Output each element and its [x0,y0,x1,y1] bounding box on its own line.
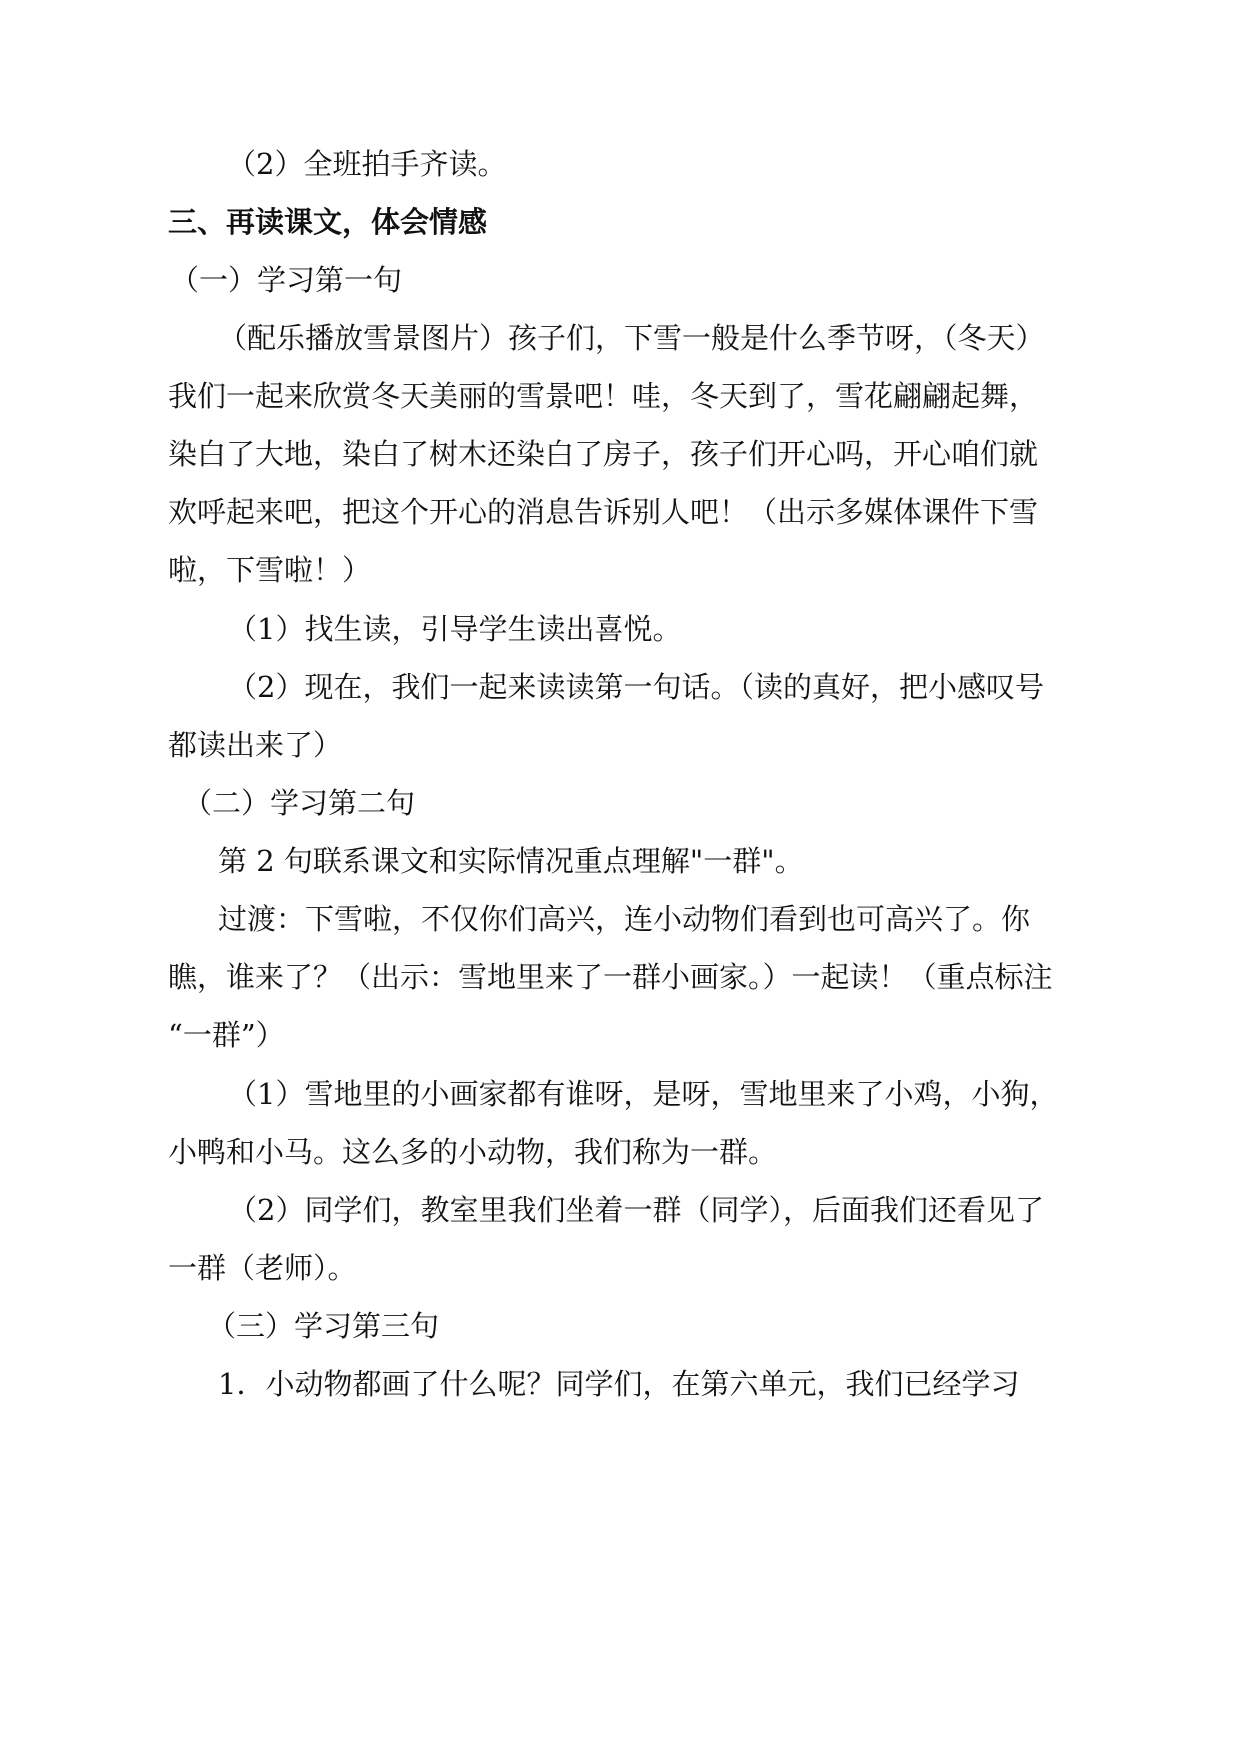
paragraph-line: “一群”） [168,1018,285,1052]
step-1-line: （1）找生读，引导学生读出喜悦。 [228,612,682,646]
paragraph-line: 瞧，谁来了？（出示：雪地里来了一群小画家。）一起读！（重点标注 [168,960,1053,994]
step-1-line-continued: 小鸭和小马。这么多的小动物，我们称为一群。 [168,1135,778,1169]
step-2-line: （2）现在，我们一起来读读第一句话。（读的真好，把小感叹号 [228,670,1044,704]
paragraph-line: 过渡：下雪啦，不仅你们高兴，连小动物们看到也可高兴了。你 [218,902,1031,936]
paragraph-line: 我们一起来欣赏冬天美丽的雪景吧！哇，冬天到了，雪花翩翩起舞， [168,379,1039,413]
step-2-line-continued: 都读出来了） [168,728,343,762]
subsection-heading-two: （二）学习第二句 [183,786,416,820]
step-2-line-continued: 一群（老师）。 [168,1251,357,1285]
subsection-heading-one: （一）学习第一句 [170,263,403,297]
paragraph-line: （配乐播放雪景图片）孩子们，下雪一般是什么季节呀，（冬天） [218,321,1045,355]
section-heading-three: 三、再读课文，体会情感 [168,205,488,239]
step-2-line: （2）同学们，教室里我们坐着一群（同学），后面我们还看见了 [228,1193,1044,1227]
paragraph-line: 染白了大地，染白了树木还染白了房子，孩子们开心吗，开心咱们就 [168,437,1039,471]
numbered-item-line: 1．小动物都画了什么呢？同学们，在第六单元，我们已经学习 [218,1367,1020,1401]
paragraph-line: 欢呼起来吧，把这个开心的消息告诉别人吧！（出示多媒体课件下雪 [168,495,1039,529]
paragraph-line: 第 2 句联系课文和实际情况重点理解"一群"。 [218,844,804,878]
step-2-read-together: （2）全班拍手齐读。 [227,147,507,181]
step-1-line: （1）雪地里的小画家都有谁呀，是呀，雪地里来了小鸡，小狗， [228,1077,1059,1111]
subsection-heading-three: （三）学习第三句 [207,1309,440,1343]
paragraph-line: 啦，下雪啦！） [168,553,372,587]
